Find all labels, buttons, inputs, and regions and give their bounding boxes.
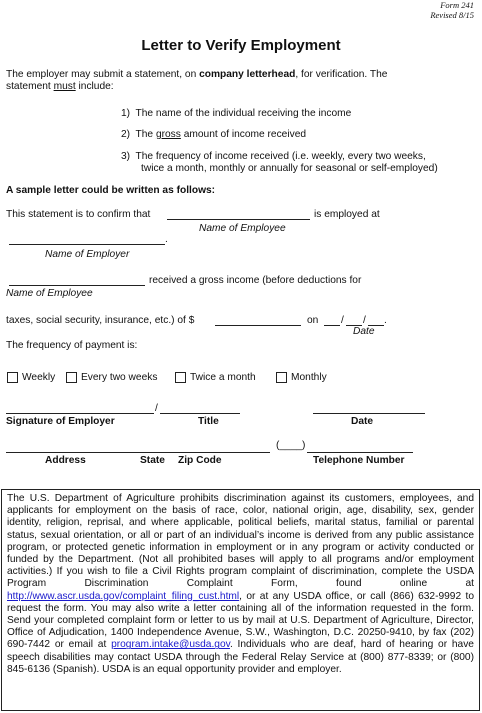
signature-label: Signature of Employer <box>6 416 115 427</box>
period-mark: . <box>384 315 387 326</box>
area-code: (____) <box>276 440 306 451</box>
form-number-block <box>430 0 474 20</box>
list-text: The <box>135 129 154 140</box>
intro-text-2: statement <box>6 81 51 92</box>
intro-underlined: must <box>53 81 76 92</box>
name-of-employee-label: Name of Employee <box>199 223 286 234</box>
list-text-end: amount of income received <box>183 129 307 140</box>
weekly-checkbox[interactable] <box>7 372 18 383</box>
twice-a-month-label: Twice a month <box>190 372 256 383</box>
weekly-label: Weekly <box>22 372 56 383</box>
letter-line-confirm: This statement is to confirm that <box>6 209 151 220</box>
list-item <box>121 129 306 142</box>
period-mark: . <box>165 234 168 245</box>
employer-name-blank[interactable] <box>9 244 165 245</box>
list-number: 2) <box>121 129 131 140</box>
list-text: The name of the individual receiving the income <box>135 108 352 119</box>
date-slash: / <box>341 315 344 326</box>
zip-code-label: Zip Code <box>178 455 222 466</box>
list-text-underlined: gross <box>155 129 181 140</box>
address-line[interactable] <box>6 452 270 453</box>
list-number: 3) <box>121 151 131 162</box>
sample-heading: A sample letter could be written as follows: <box>6 185 216 196</box>
name-of-employee-label-2: Name of Employee <box>6 288 93 299</box>
date-label-signature: Date <box>351 416 374 427</box>
every-two-weeks-checkbox[interactable] <box>66 372 77 383</box>
date-slash: / <box>363 315 366 326</box>
list-item-continuation: twice a month, monthly or annually for seasonal or self-employed) <box>141 163 438 174</box>
on-text: on <box>307 315 319 326</box>
revised-date: Revised 8/15 <box>430 10 474 20</box>
intro-line-1 <box>6 69 468 82</box>
employee-name-blank-2[interactable] <box>9 285 145 286</box>
form-number: Form 241 <box>440 0 474 10</box>
twice-a-month-checkbox[interactable] <box>175 372 186 383</box>
list-item <box>121 108 351 121</box>
frequency-text: The frequency of payment is: <box>6 340 138 351</box>
letter-line-employed: is employed at <box>314 209 380 220</box>
intro-text-2-end: include: <box>78 81 114 92</box>
signature-line[interactable] <box>6 413 154 414</box>
list-number: 1) <box>121 108 131 119</box>
intro-line-2 <box>6 81 114 94</box>
intro-text: The employer may submit a statement, on <box>6 69 197 80</box>
monthly-checkbox[interactable] <box>276 372 287 383</box>
notice-text: The U.S. Department of Agriculture prohibits discrimination against its customers, employees, and applicants for employment on the basis of race, color, national origin, age, disability, sex, gender identity, religion, reprisal, and where applicable, political beliefs, marital status, familial or parental status, sexual orientation, or all or part of an individual’s income is derived from any public assistance program, or protected genetic information in employment or in any program or activity conducted or funded by the Department. (Not all prohibited bases will apply to all programs and/or employment activities.) If you wish to file a Civil Rights program complaint of discrimination, complete the USDA Program Discrimination Complaint Form, found online at <box>7 493 474 590</box>
letter-line-taxes: taxes, social security, insurance, etc.) of $ <box>6 315 195 326</box>
complaint-form-link[interactable]: http://www.ascr.usda.gov/complaint_filing_cust.html <box>7 590 240 602</box>
every-two-weeks-label: Every two weeks <box>81 372 158 383</box>
amount-blank[interactable] <box>215 325 301 326</box>
title-line[interactable] <box>160 413 240 414</box>
notice-text: , or at any USDA office, or call (866) 632-9992 to request the form. You may also write a letter containing all of the information requested in the form. Send your completed complaint form or letter to us by mail at U.S. Department of Agriculture, Director, Office of Adjudication, 1400 Independence Avenue, S.W., Washington, D.C. 20250-9410, by fax (202) 690-7442 or email at <box>7 590 474 651</box>
name-of-employer-label: Name of Employer <box>45 249 130 260</box>
title-label: Title <box>198 416 219 427</box>
telephone-label: Telephone Number <box>313 455 405 466</box>
telephone-line[interactable] <box>307 452 413 453</box>
date-label: Date <box>353 326 375 337</box>
letter-line-received: received a gross income (before deductions for <box>149 275 362 286</box>
address-label: Address <box>45 455 86 466</box>
employee-name-blank[interactable] <box>167 219 310 220</box>
list-item <box>121 151 426 164</box>
notice-text: . Individuals who are deaf, hard of hearing or have speech disabilities may contact USDA through the Federal Relay Service at (800) 877-8339; or (800) 845-6136 (Spanish). USDA is an equal opportunity provider and employer. <box>7 639 474 675</box>
list-text: The frequency of income received (i.e. weekly, every two weeks, <box>135 151 426 162</box>
date-month-blank[interactable] <box>324 325 340 326</box>
intro-text-end: , for verification. The <box>295 69 388 80</box>
slash-separator: / <box>155 403 158 414</box>
monthly-label: Monthly <box>291 372 327 383</box>
page-title: Letter to Verify Employment <box>141 37 341 54</box>
state-label: State <box>140 455 165 466</box>
date-line[interactable] <box>313 413 425 414</box>
email-link[interactable]: program.intake@usda.gov <box>111 639 230 651</box>
nondiscrimination-notice <box>1 489 480 711</box>
intro-bold-text: company letterhead <box>199 69 296 80</box>
